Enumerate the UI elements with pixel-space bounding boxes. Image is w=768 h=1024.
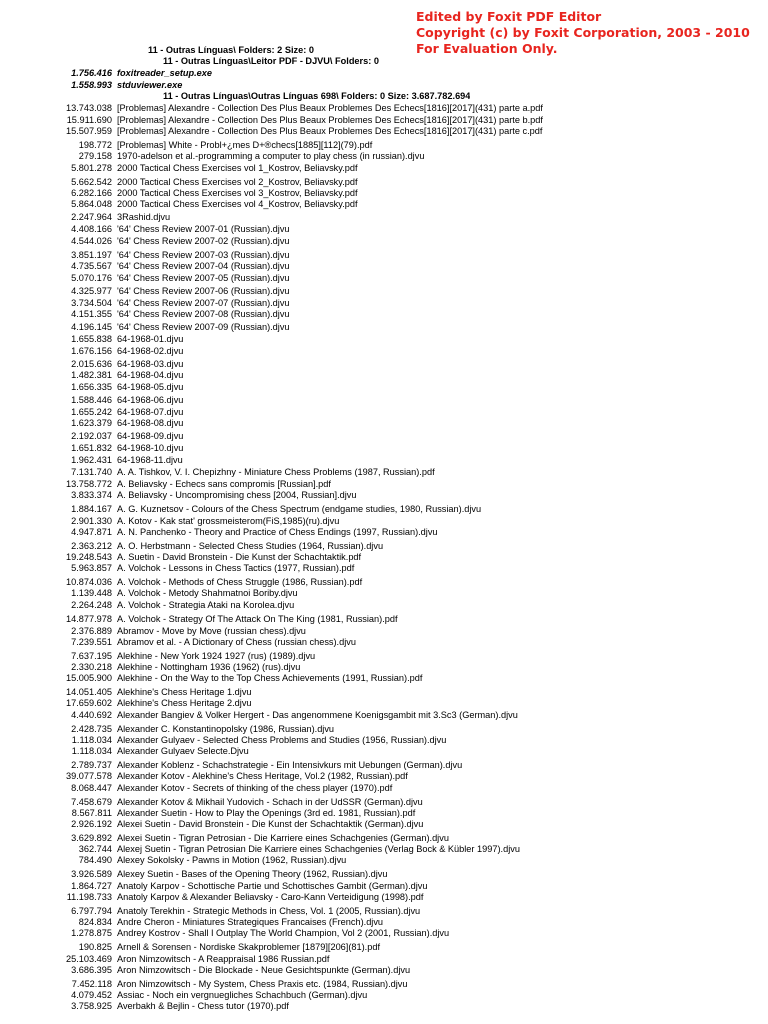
file-name: [Problemas] Alexandre - Collection Des Plus Beaux Problemes Des Echecs[1816][2017](431) parte a.pdf bbox=[117, 103, 543, 113]
file-size: 362.744 bbox=[78, 844, 112, 854]
file-name: A. Beliavsky - Echecs sans compromis [Russian].pdf bbox=[117, 479, 331, 489]
file-name: Alexander Koblenz - Schachstrategie - Ein Intensivkurs mit Uebungen (German).djvu bbox=[117, 760, 463, 770]
file-size: 2.901.330 bbox=[71, 516, 112, 526]
file-row bbox=[0, 760, 768, 771]
file-name: Averbakh & Bejlin - Chess tutor (1970).pdf bbox=[117, 1001, 289, 1011]
file-row bbox=[0, 516, 768, 527]
file-row bbox=[0, 869, 768, 880]
file-row bbox=[0, 431, 768, 442]
file-row bbox=[0, 80, 768, 91]
file-name: 1970-adelson et al.-programming a computer to play chess (in russian).djvu bbox=[117, 151, 425, 161]
file-size: 4.196.145 bbox=[71, 322, 112, 332]
file-size: 14.877.978 bbox=[66, 614, 112, 624]
file-size: 1.623.379 bbox=[71, 418, 112, 428]
file-row bbox=[0, 906, 768, 917]
file-row bbox=[0, 892, 768, 903]
file-name: Assiac - Noch ein vergnuegliches Schachbuch (German).djvu bbox=[117, 990, 368, 1000]
file-row bbox=[0, 954, 768, 965]
file-row bbox=[0, 626, 768, 637]
file-row bbox=[0, 881, 768, 892]
file-row bbox=[0, 552, 768, 563]
file-size: 8.567.811 bbox=[71, 808, 112, 818]
file-size: 1.278.875 bbox=[71, 928, 112, 938]
file-size: 4.735.567 bbox=[71, 261, 112, 271]
file-row bbox=[0, 68, 768, 79]
file-name: '64' Chess Review 2007-04 (Russian).djvu bbox=[117, 261, 290, 271]
file-row bbox=[0, 588, 768, 599]
file-size: 1.482.381 bbox=[71, 370, 112, 380]
file-row bbox=[0, 309, 768, 320]
file-name: 64-1968-11.djvu bbox=[117, 455, 183, 465]
file-row bbox=[0, 298, 768, 309]
file-size: 2.376.889 bbox=[71, 626, 112, 636]
file-row bbox=[0, 662, 768, 673]
file-size: 5.662.542 bbox=[71, 177, 112, 187]
file-name: Abramov - Move by Move (russian chess).djvu bbox=[117, 626, 306, 636]
file-row bbox=[0, 236, 768, 247]
file-size: 19.248.543 bbox=[66, 552, 112, 562]
file-row bbox=[0, 990, 768, 1001]
file-row bbox=[0, 527, 768, 538]
file-name: Abramov et al. - A Dictionary of Chess (russian chess).djvu bbox=[117, 637, 356, 647]
file-size: 17.659.602 bbox=[66, 698, 112, 708]
file-row bbox=[0, 382, 768, 393]
file-name: Alexander Bangiev & Volker Hergert - Das angenommene Koenigsgambit mit 3.Sc3 (German).djvu bbox=[117, 710, 518, 720]
file-name: Alekhine - On the Way to the Top Chess Achievements (1991, Russian).pdf bbox=[117, 673, 423, 683]
file-size: 4.151.355 bbox=[71, 309, 112, 319]
file-size: 2.264.248 bbox=[71, 600, 112, 610]
file-size: 1.756.416 bbox=[71, 68, 112, 78]
file-row bbox=[0, 979, 768, 990]
file-size: 784.490 bbox=[78, 855, 112, 865]
file-name: Alekhine - Nottingham 1936 (1962) (rus).djvu bbox=[117, 662, 301, 672]
file-name: A. N. Panchenko - Theory and Practice of Chess Endings (1997, Russian).djvu bbox=[117, 527, 438, 537]
file-row bbox=[0, 163, 768, 174]
file-size: 11.198.733 bbox=[66, 892, 112, 902]
file-name: Anatoly Terekhin - Strategic Methods in Chess, Vol. 1 (2005, Russian).djvu bbox=[117, 906, 421, 916]
file-row bbox=[0, 261, 768, 272]
file-name: 2000 Tactical Chess Exercises vol 3_Kostrov, Beliavsky.pdf bbox=[117, 188, 358, 198]
file-size: 1.558.993 bbox=[71, 80, 112, 90]
file-row bbox=[0, 467, 768, 478]
file-size: 6.797.794 bbox=[71, 906, 112, 916]
file-row bbox=[0, 224, 768, 235]
file-size: 2.192.037 bbox=[71, 431, 112, 441]
file-size: 14.051.405 bbox=[66, 687, 112, 697]
file-row bbox=[0, 188, 768, 199]
file-row bbox=[0, 735, 768, 746]
folder-header-outras-linguas: 11 - Outras Línguas\ Folders: 2 Size: 0 bbox=[148, 45, 314, 55]
file-size: 4.544.026 bbox=[71, 236, 112, 246]
file-size: 13.758.772 bbox=[66, 479, 112, 489]
file-name: A. Volchok - Methods of Chess Struggle (1986, Russian).pdf bbox=[117, 577, 363, 587]
file-name: 64-1968-01.djvu bbox=[117, 334, 184, 344]
file-row bbox=[0, 724, 768, 735]
file-row bbox=[0, 286, 768, 297]
file-size: 4.440.692 bbox=[71, 710, 112, 720]
file-size: 5.963.857 bbox=[71, 563, 112, 573]
file-row bbox=[0, 177, 768, 188]
file-size: 7.239.551 bbox=[71, 637, 112, 647]
file-row bbox=[0, 418, 768, 429]
file-size: 2.015.636 bbox=[71, 359, 112, 369]
file-row bbox=[0, 797, 768, 808]
file-size: 4.079.452 bbox=[71, 990, 112, 1000]
file-size: 7.452.118 bbox=[71, 979, 112, 989]
file-size: 25.103.469 bbox=[66, 954, 112, 964]
file-size: 5.070.176 bbox=[71, 273, 112, 283]
file-row bbox=[0, 359, 768, 370]
file-name: 64-1968-09.djvu bbox=[117, 431, 184, 441]
file-size: 3.629.892 bbox=[71, 833, 112, 843]
file-name: Alexander Gulyaev - Selected Chess Problems and Studies (1956, Russian).djvu bbox=[117, 735, 447, 745]
file-name: Alexander Kotov - Secrets of thinking of the chess player (1970).pdf bbox=[117, 783, 393, 793]
file-name: [Problemas] Alexandre - Collection Des Plus Beaux Problemes Des Echecs[1816][2017](431) parte c.pdf bbox=[117, 126, 543, 136]
file-name: A. O. Herbstmann - Selected Chess Studies (1964, Russian).djvu bbox=[117, 541, 384, 551]
file-name: Alexei Suetin - Tigran Petrosian - Die Karriere eines Schachgenies (German).djvu bbox=[117, 833, 449, 843]
file-name: '64' Chess Review 2007-01 (Russian).djvu bbox=[117, 224, 290, 234]
file-row bbox=[0, 651, 768, 662]
file-name: foxitreader_setup.exe bbox=[117, 68, 212, 78]
file-row bbox=[0, 855, 768, 866]
file-size: 13.743.038 bbox=[66, 103, 112, 113]
file-size: 2.330.218 bbox=[71, 662, 112, 672]
file-size: 5.864.048 bbox=[71, 199, 112, 209]
file-name: Alexander C. Konstantinopolsky (1986, Russian).djvu bbox=[117, 724, 335, 734]
file-name: A. Volchok - Strategia Ataki na Korolea.djvu bbox=[117, 600, 295, 610]
file-size: 1.588.446 bbox=[71, 395, 112, 405]
file-row bbox=[0, 942, 768, 953]
file-row bbox=[0, 490, 768, 501]
file-name: Alekhine's Chess Heritage 2.djvu bbox=[117, 698, 252, 708]
file-size: 1.651.832 bbox=[71, 443, 112, 453]
file-name: Alexej Suetin - Tigran Petrosian Die Karriere eines Schachgenies (Verlag Bock & Kübler 1997).djvu bbox=[117, 844, 520, 854]
file-name: 64-1968-02.djvu bbox=[117, 346, 184, 356]
file-row bbox=[0, 541, 768, 552]
file-name: 64-1968-05.djvu bbox=[117, 382, 184, 392]
watermark-line-2: Copyright (c) by Foxit Corporation, 2003 - 2010 bbox=[416, 25, 750, 40]
file-size: 190.825 bbox=[78, 942, 112, 952]
file-size: 7.131.740 bbox=[71, 467, 112, 477]
file-name: Alekhine - New York 1924 1927 (rus) (1989).djvu bbox=[117, 651, 316, 661]
file-size: 15.005.900 bbox=[66, 673, 112, 683]
file-name: Alexei Suetin - David Bronstein - Die Kunst der Schachtaktik (German).djvu bbox=[117, 819, 424, 829]
file-row bbox=[0, 917, 768, 928]
file-size: 7.637.195 bbox=[71, 651, 112, 661]
file-row bbox=[0, 577, 768, 588]
file-size: 1.655.242 bbox=[71, 407, 112, 417]
file-size: 1.656.335 bbox=[71, 382, 112, 392]
file-name: A. G. Kuznetsov - Colours of the Chess Spectrum (endgame studies, 1980, Russian).djvu bbox=[117, 504, 482, 514]
file-row bbox=[0, 103, 768, 114]
file-size: 3.833.374 bbox=[71, 490, 112, 500]
file-size: 4.408.166 bbox=[71, 224, 112, 234]
file-row bbox=[0, 346, 768, 357]
file-name: '64' Chess Review 2007-07 (Russian).djvu bbox=[117, 298, 290, 308]
file-row bbox=[0, 710, 768, 721]
file-name: A. Volchok - Lessons in Chess Tactics (1977, Russian).pdf bbox=[117, 563, 355, 573]
file-size: 39.077.578 bbox=[66, 771, 112, 781]
file-row bbox=[0, 370, 768, 381]
file-name: Alexander Suetin - How to Play the Openings (3rd ed. 1981, Russian).pdf bbox=[117, 808, 416, 818]
file-row bbox=[0, 151, 768, 162]
file-size: 2.926.192 bbox=[71, 819, 112, 829]
file-row bbox=[0, 443, 768, 454]
file-size: 4.325.977 bbox=[71, 286, 112, 296]
file-row bbox=[0, 965, 768, 976]
file-name: A. Suetin - David Bronstein - Die Kunst der Schachtaktik.pdf bbox=[117, 552, 362, 562]
file-name: 2000 Tactical Chess Exercises vol 1_Kostrov, Beliavsky.pdf bbox=[117, 163, 358, 173]
file-row bbox=[0, 563, 768, 574]
file-size: 3.686.395 bbox=[71, 965, 112, 975]
file-name: Aron Nimzowitsch - Die Blockade - Neue Gesichtspunkte (German).djvu bbox=[117, 965, 411, 975]
file-name: '64' Chess Review 2007-08 (Russian).djvu bbox=[117, 309, 290, 319]
file-name: Andre Cheron - Miniatures Strategiques Francaises (French).djvu bbox=[117, 917, 384, 927]
file-name: A. Beliavsky - Uncompromising chess [2004, Russian].djvu bbox=[117, 490, 357, 500]
file-row bbox=[0, 322, 768, 333]
file-size: 1.676.156 bbox=[71, 346, 112, 356]
file-row bbox=[0, 1001, 768, 1012]
file-name: Andrey Kostrov - Shall I Outplay The World Champion, Vol 2 (2001, Russian).djvu bbox=[117, 928, 450, 938]
file-name: A. Volchok - Strategy Of The Attack On The King (1981, Russian).pdf bbox=[117, 614, 398, 624]
file-row bbox=[0, 928, 768, 939]
file-size: 279.158 bbox=[78, 151, 112, 161]
file-row bbox=[0, 833, 768, 844]
file-size: 10.874.036 bbox=[66, 577, 112, 587]
file-name: 2000 Tactical Chess Exercises vol 4_Kostrov, Beliavsky.pdf bbox=[117, 199, 358, 209]
file-size: 2.247.964 bbox=[71, 212, 112, 222]
file-row bbox=[0, 140, 768, 151]
file-name: '64' Chess Review 2007-06 (Russian).djvu bbox=[117, 286, 290, 296]
file-row bbox=[0, 771, 768, 782]
file-name: stduviewer.exe bbox=[117, 80, 183, 90]
file-name: Aron Nimzowitsch - My System, Chess Praxis etc. (1984, Russian).djvu bbox=[117, 979, 408, 989]
file-size: 2.789.737 bbox=[71, 760, 112, 770]
file-size: 2.428.735 bbox=[71, 724, 112, 734]
file-row bbox=[0, 687, 768, 698]
file-size: 15.507.959 bbox=[66, 126, 112, 136]
file-name: [Problemas] White - Probl+¿mes D+®checs[1885][112](79).pdf bbox=[117, 140, 373, 150]
file-row bbox=[0, 126, 768, 137]
file-size: 1.962.431 bbox=[71, 455, 112, 465]
file-name: Anatoly Karpov & Alexander Beliavsky - Caro-Kann Verteidigung (1998).pdf bbox=[117, 892, 424, 902]
file-name: 64-1968-10.djvu bbox=[117, 443, 184, 453]
file-row bbox=[0, 407, 768, 418]
file-size: 1.864.727 bbox=[71, 881, 112, 891]
file-row bbox=[0, 600, 768, 611]
file-name: Aron Nimzowitsch - A Reappraisal 1986 Russian.pdf bbox=[117, 954, 330, 964]
file-name: Alexey Suetin - Bases of the Opening Theory (1962, Russian).djvu bbox=[117, 869, 388, 879]
file-name: '64' Chess Review 2007-03 (Russian).djvu bbox=[117, 250, 290, 260]
file-size: 1.884.167 bbox=[71, 504, 112, 514]
file-size: 3.851.197 bbox=[71, 250, 112, 260]
file-name: '64' Chess Review 2007-05 (Russian).djvu bbox=[117, 273, 290, 283]
file-size: 2.363.212 bbox=[71, 541, 112, 551]
file-row bbox=[0, 673, 768, 684]
file-row bbox=[0, 504, 768, 515]
file-row bbox=[0, 637, 768, 648]
file-size: 4.947.871 bbox=[71, 527, 112, 537]
file-name: A. Volchok - Metody Shahmatnoi Boriby.djvu bbox=[117, 588, 298, 598]
file-name: 64-1968-04.djvu bbox=[117, 370, 184, 380]
file-name: A. A. Tishkov, V. I. Chepizhny - Miniature Chess Problems (1987, Russian).pdf bbox=[117, 467, 435, 477]
file-size: 3.758.925 bbox=[71, 1001, 112, 1011]
file-name: '64' Chess Review 2007-09 (Russian).djvu bbox=[117, 322, 290, 332]
file-name: 3Rashid.djvu bbox=[117, 212, 171, 222]
file-size: 1.655.838 bbox=[71, 334, 112, 344]
file-row bbox=[0, 273, 768, 284]
file-row bbox=[0, 698, 768, 709]
file-row bbox=[0, 746, 768, 757]
file-row bbox=[0, 395, 768, 406]
watermark-line-3: For Evaluation Only. bbox=[416, 41, 558, 56]
file-row bbox=[0, 614, 768, 625]
file-name: 64-1968-07.djvu bbox=[117, 407, 184, 417]
file-name: [Problemas] Alexandre - Collection Des Plus Beaux Problemes Des Echecs[1816][2017](431) parte b.pdf bbox=[117, 115, 543, 125]
file-name: 64-1968-08.djvu bbox=[117, 418, 184, 428]
file-row bbox=[0, 455, 768, 466]
file-row bbox=[0, 819, 768, 830]
file-size: 7.458.679 bbox=[71, 797, 112, 807]
file-row bbox=[0, 250, 768, 261]
file-size: 3.734.504 bbox=[71, 298, 112, 308]
file-row bbox=[0, 479, 768, 490]
file-name: Alexander Gulyaev Selecte.Djvu bbox=[117, 746, 249, 756]
file-name: 64-1968-03.djvu bbox=[117, 359, 184, 369]
file-name: Alexander Kotov - Alekhine's Chess Heritage, Vol.2 (1982, Russian).pdf bbox=[117, 771, 408, 781]
file-name: Anatoly Karpov - Schottische Partie und Schottisches Gambit (German).djvu bbox=[117, 881, 428, 891]
file-row bbox=[0, 844, 768, 855]
folder-header-leitor-pdf: 11 - Outras Línguas\Leitor PDF - DJVU\ Folders: 0 bbox=[163, 56, 379, 66]
file-size: 15.911.690 bbox=[66, 115, 112, 125]
file-size: 5.801.278 bbox=[71, 163, 112, 173]
file-name: 64-1968-06.djvu bbox=[117, 395, 184, 405]
file-row bbox=[0, 199, 768, 210]
file-size: 1.118.034 bbox=[71, 735, 112, 745]
file-row bbox=[0, 334, 768, 345]
file-size: 198.772 bbox=[78, 140, 112, 150]
file-size: 1.139.448 bbox=[71, 588, 112, 598]
file-name: Alexander Kotov & Mikhail Yudovich - Schach in der UdSSR (German).djvu bbox=[117, 797, 423, 807]
file-row bbox=[0, 808, 768, 819]
file-name: 2000 Tactical Chess Exercises vol 2_Kostrov, Beliavsky.pdf bbox=[117, 177, 358, 187]
file-size: 6.282.166 bbox=[71, 188, 112, 198]
file-row bbox=[0, 783, 768, 794]
file-size: 3.926.589 bbox=[71, 869, 112, 879]
file-name: A. Kotov - Kak stat' grossmeisterom(FiS,1985)(ru).djvu bbox=[117, 516, 340, 526]
folder-header-outras-linguas-698: 11 - Outras Línguas\Outras Línguas 698\ Folders: 0 Size: 3.687.782.694 bbox=[163, 91, 471, 101]
file-row bbox=[0, 212, 768, 223]
watermark-line-1: Edited by Foxit PDF Editor bbox=[416, 9, 602, 24]
file-name: Alekhine's Chess Heritage 1.djvu bbox=[117, 687, 252, 697]
file-size: 824.834 bbox=[78, 917, 112, 927]
file-name: '64' Chess Review 2007-02 (Russian).djvu bbox=[117, 236, 290, 246]
file-name: Arnell & Sorensen - Nordiske Skakproblemer [1879][206](81).pdf bbox=[117, 942, 381, 952]
file-size: 1.118.034 bbox=[71, 746, 112, 756]
file-row bbox=[0, 115, 768, 126]
file-size: 8.068.447 bbox=[71, 783, 112, 793]
file-name: Alexey Sokolsky - Pawns in Motion (1962, Russian).djvu bbox=[117, 855, 347, 865]
